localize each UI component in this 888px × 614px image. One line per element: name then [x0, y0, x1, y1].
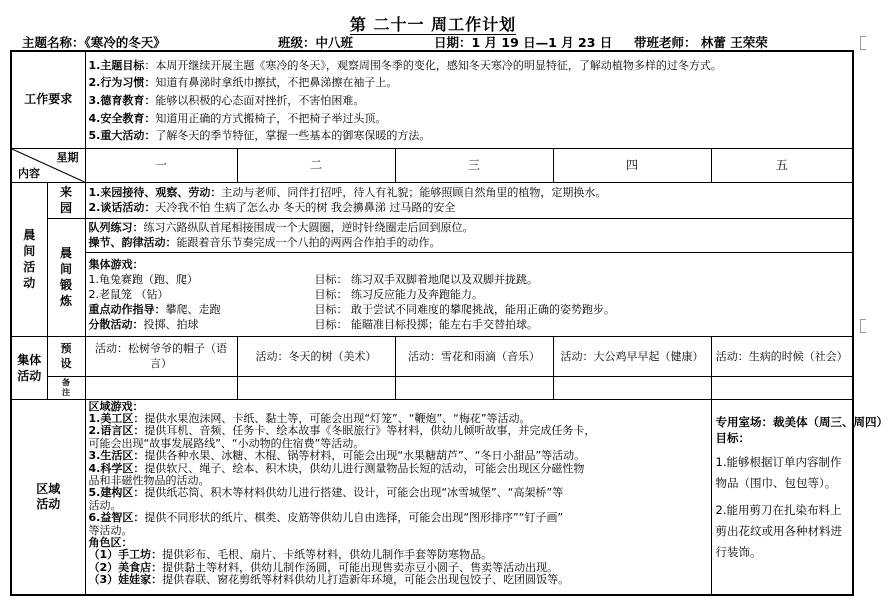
- scroll-marker-icon: [860, 36, 866, 50]
- special-room-goal: 目标：: [715, 430, 751, 445]
- teacher-names: 带班老师： 林蕾 王荣荣: [634, 35, 768, 50]
- theme-name: 主题名称：《寒冷的冬天》: [22, 35, 166, 50]
- preset-label: 预设: [47, 336, 85, 376]
- scroll-marker-icon: [860, 319, 866, 333]
- page-title: [0, 12, 866, 35]
- area-line: 等活动。: [88, 523, 133, 537]
- key-action-item: 重点动作指导：攀爬、走跑 目标： 敢于尝试不同难度的攀爬挑战，能用正确的姿势跑步。: [88, 302, 616, 316]
- week-label: 星期: [56, 150, 79, 164]
- morning-label: 晨间活动: [11, 182, 47, 336]
- morning-drill-row: [11, 218, 853, 252]
- page-title-text: 第 二十一 周工作计划: [349, 15, 517, 34]
- work-req-item: 4.安全教育：知道用正确的方式搬椅子，不把椅子举过头顶。: [88, 111, 387, 125]
- area-line: 6.益智区：提供不同形状的纸片、棋类、皮筋等供幼儿自由选择，可能会出现“图形排序”“钉子画”: [88, 511, 564, 525]
- work-req-item: 1.主题目标：本周开继续开展主题《寒冷的冬天》，观察周围冬季的变化，感知冬天寒冷的明显特征，了解动植物多样的过冬方式。: [88, 58, 722, 72]
- games-content: [85, 252, 853, 336]
- group-activity-thu: 活动：大公鸡早早起（健康）: [553, 336, 711, 376]
- group-label: 集体活动: [11, 336, 47, 399]
- drill-line: 操节、韵律活动：能跟着音乐节奏完成一个八拍的两两合作拍手的动作。: [88, 236, 441, 249]
- notes-fri: [711, 376, 853, 399]
- area-line: 3.生活区：提供各种水果、冰糖、木棍、锅等材料，可能会出现“水果糖葫芦”、“冬日小甜品”等活动。: [88, 449, 586, 463]
- group-activity-tue: 活动：冬天的树（美术）: [237, 336, 395, 376]
- work-req-row: [11, 51, 853, 148]
- area-line: （1）手工坊：提供彩布、毛根、扇片、卡纸等材料，供幼儿制作手套等防寒物品。: [88, 548, 493, 562]
- group-activity-wed: 活动：雪花和雨滴（音乐）: [395, 336, 553, 376]
- weekday-header-row: [11, 148, 853, 182]
- special-room-item: 1.能够根据订单内容制作物品（围巾、包包等）。: [715, 454, 842, 490]
- notes-tue: [237, 376, 395, 399]
- work-req-label: 工作要求: [11, 51, 85, 148]
- date-range: 日期：1 月 19 日—1 月 23 日: [434, 35, 613, 50]
- game-item: 2.老鼠笼 （钻） 目标： 练习反应能力及奔跑能力。: [88, 287, 484, 301]
- area-line: 角色区：: [88, 535, 133, 549]
- class-name: 班级：中八班: [278, 35, 354, 50]
- morning-arrive-row: [11, 182, 853, 218]
- content-label: 内容: [18, 166, 40, 180]
- area-line: 可能会出现“故事发展路线”、“小动物的住宿费”等活动。: [88, 436, 365, 450]
- drill-line: 队列练习：练习六路纵队首尾相接围成一个大圆圈，逆时针绕圈走后回到原位。: [88, 221, 474, 234]
- area-label: 区域活动: [11, 399, 85, 595]
- day-header-fri: 五: [711, 148, 853, 182]
- group-activity-fri: 活动：生病的时候（社会）: [711, 336, 853, 376]
- week-content-corner: [11, 148, 85, 182]
- area-line: 2.语言区：提供耳机、音频、任务卡、绘本故事《冬眠旅行》等材料，供幼儿倾听故事，并完成任务卡，: [88, 424, 596, 438]
- games-title: 集体游戏：: [88, 257, 144, 271]
- work-req-content: [85, 51, 853, 148]
- arrive-content: [85, 182, 853, 218]
- free-activity-item: 分散活动：投掷、拍球 目标： 能瞄准目标投掷；能左右手交替拍球。: [88, 317, 539, 331]
- morning-games-row: [11, 252, 853, 336]
- area-line: 5.建构区：提供纸芯筒、积木等材料供幼儿进行搭建、设计，可能会出现“冰雪城堡”、“高架桥”等: [88, 486, 564, 500]
- group-notes-row: [11, 376, 853, 399]
- special-room-title: 专用室场：裁美体（周三、周四）: [715, 414, 888, 429]
- group-activity-mon: 活动：松树爷爷的帽子（语言）: [85, 336, 237, 376]
- arrive-line: 2.谈话活动：天冷我不怕 生病了怎么办 冬天的树 我会擤鼻涕 过马路的安全: [88, 201, 456, 214]
- day-header-mon: 一: [85, 148, 237, 182]
- area-line: 品和非磁性物品的活动。: [88, 473, 210, 487]
- work-plan-table: [10, 50, 888, 596]
- notes-thu: [553, 376, 711, 399]
- area-line: （2）美食店：提供黏土等材料，供幼儿制作汤圆，可能出现售卖赤豆小圆子、售卖等活动出现。: [88, 560, 559, 574]
- special-room-content: [711, 399, 888, 595]
- arrive-label: 来园: [47, 182, 85, 218]
- notes-label: 备注: [47, 376, 85, 399]
- exercise-label: 晨间锻炼: [47, 218, 85, 336]
- area-row: [11, 399, 853, 595]
- work-req-item: 2.行为习惯：知道有鼻涕时拿纸巾擦拭，不把鼻涕擦在袖子上。: [88, 76, 398, 90]
- work-req-item: 3.德育教育：能够以积极的心态面对挫折，不害怕困难。: [88, 93, 365, 107]
- area-line: 区域游戏：: [88, 399, 144, 413]
- day-header-thu: 四: [553, 148, 711, 182]
- day-header-wed: 三: [395, 148, 553, 182]
- area-content: [85, 399, 711, 595]
- notes-wed: [395, 376, 553, 399]
- area-line: 4.科学区：提供软尺、绳子、绘本、积木块，供幼儿进行测量物品长短的活动，可能会出现区分磁性物: [88, 461, 585, 475]
- day-header-tue: 二: [237, 148, 395, 182]
- area-line: （3）娃娃家：提供春联、窗花剪纸等材料供幼儿打造新年环境，可能会出现包饺子、吃团圆饭等。: [88, 573, 570, 587]
- game-item: 1.龟兔赛跑（跑、爬） 目标： 练习双手双脚着地爬以及双脚并拢跳。: [88, 272, 539, 286]
- group-preset-row: [11, 336, 853, 376]
- area-line: 活动。: [88, 498, 122, 512]
- arrive-line: 1.来园接待、观察、劳动：主动与老师、同伴打招呼，待人有礼貌；能够照顾自然角里的植物，定期换水。: [88, 186, 607, 199]
- special-room-item: 2.能用剪刀在扎染布料上剪出花纹或用各种材料进行装饰。: [715, 502, 843, 559]
- notes-mon: [85, 376, 237, 399]
- work-req-item: 5.重大活动：了解冬天的季节特征，掌握一些基本的御寒保暖的方法。: [88, 129, 431, 143]
- area-line: 1.美工区：提供水果泡沫网、卡纸、黏土等，可能会出现“灯笼”、“鞭炮”、“梅花”等活动。: [88, 411, 531, 425]
- drill-content: [85, 218, 853, 252]
